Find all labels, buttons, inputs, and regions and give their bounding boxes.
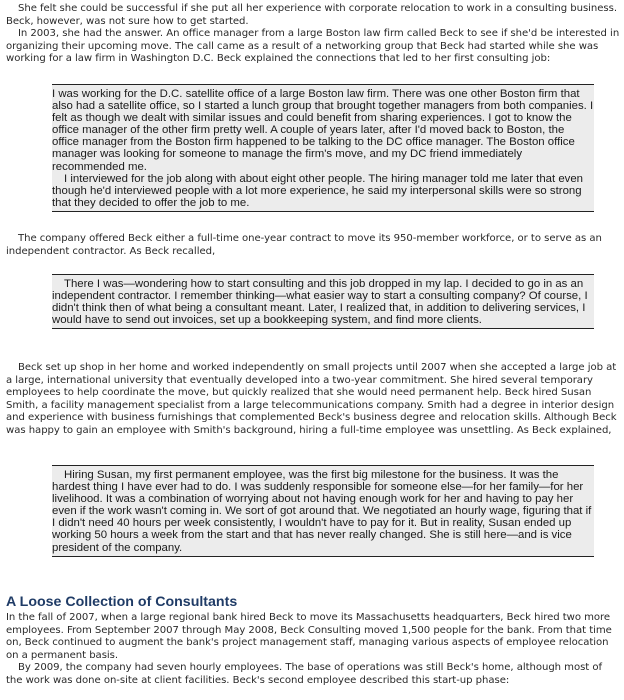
body-paragraph [6, 3, 620, 66]
paragraph-2003-answer: In 2003, she had the answer. An office manager from a large Boston law firm called Beck to see if she'd be interested in organizing their upcoming move. The call came as a result of a networking group that Beck had started while she was working for a law firm in Washington D.C. Beck explained the connections that led to her first consulting job: [6, 28, 620, 65]
quote-paragraph: I interviewed for the job along with about eight other people. The hiring manager told me later that even though he'd interviewed people with a lot more experience, he said my interpersonal skills were so strong that they decided to offer the job to me. [52, 172, 584, 209]
quote-paragraph: I was working for the D.C. satellite office of a large Boston law firm. There was one other Boston firm that also had a satellite office, so I started a lunch group that brought together managers from both companies. I felt as though we dealt with similar issues and could benefit from sharing experiences. I got to know the office manager of the other firm pretty well. A couple of years later, after I'd moved back to Boston, the office manager from the Boston firm happened to be talking to the DC office manager. The Boston office manager was looking for someone to manage the firm's move, and my DC friend immediately recommended me. [52, 88, 594, 173]
body-paragraph [6, 612, 620, 688]
quote-paragraph: Hiring Susan, my first permanent employee, was the first big milestone for the business. It was the hardest thing I have ever had to do. I was suddenly responsible for someone else—for her family—for her livelihood. It was a combination of worrying about not having enough work for her and having to pay her even if the work wasn't coming in. We sort of got around that. We negotiated an hourly wage, figuring that if I didn't need 40 hours per week consistently, I wouldn't have to pay for it. But in reality, Susan ended up working 50 hours a week from the start and that has never really changed. She is still here—and is vice president of the company. [52, 469, 592, 554]
body-paragraph [6, 233, 620, 258]
paragraph-hiring-susan: Beck set up shop in her home and worked independently on small projects until 2007 when she accepted a large job at a large, international university that eventually developed into a two-year commitment. She hired several temporary employees to help coordinate the move, but quickly realized that she would need permanent help. Beck hired Susan Smith, a facility management specialist from a large telecommunications company. Smith had a degree in interior design and experience with business furnishings that complemented Beck's business degree and relocation skills. Although Beck was happy to gain an employee with Smith's background, hiring a full-time employee was unsettling. As Beck explained, [6, 362, 617, 436]
body-paragraph [6, 362, 620, 438]
section-heading: A Loose Collection of Consultants [6, 594, 238, 610]
paragraph-contract-offer: The company offered Beck either a full-time one-year contract to move its 950-member workforce, or to serve as an independent contractor. As Beck recalled, [6, 233, 602, 257]
paragraph-regional-bank: In the fall of 2007, when a large regional bank hired Beck to move its Massachusetts headquarters, Beck hired two more employees. From September 2007 through May 2008, Beck Consulting moved 1,500 people for the bank. From that time on, Beck continued to augment the bank's project management staff, managing various aspects of employee relocation on a permanent basis. [6, 612, 612, 661]
block-quote-independent-contractor [52, 274, 594, 329]
block-quote-first-employee [52, 465, 594, 557]
quote-paragraph: There I was—wondering how to start consulting and this job dropped in my lap. I decided to go in as an independent contractor. I remember thinking—what easier way to start a consulting company? Of course, I didn't think then of what being a consultant meant. Later, I realized that, in addition to delivering services, I would have to send out invoices, set up a bookkeeping system, and find more clients. [52, 278, 588, 327]
paragraph-2009-startup: By 2009, the company had seven hourly employees. The base of operations was still Beck's home, although most of the work was done on-site at client facilities. Beck's second employee described this start-up phase: [6, 662, 602, 686]
block-quote-first-job [52, 84, 594, 212]
paragraph-intro: She felt she could be successful if she put all her experience with corporate relocation to work in a consulting business. Beck, however, was not sure how to get started. [6, 3, 618, 27]
